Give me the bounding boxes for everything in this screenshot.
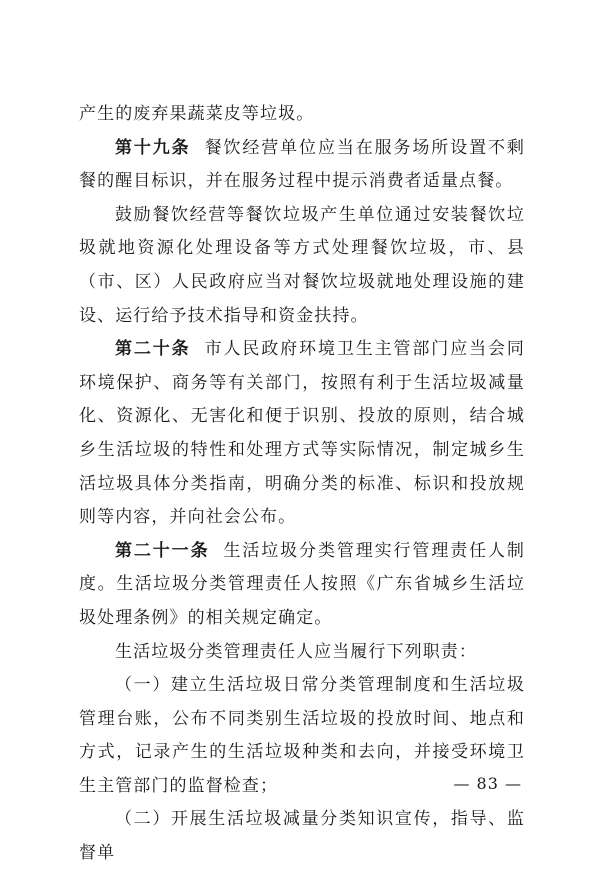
paragraph-text: 生活垃圾分类管理责任人应当履行下列职责： bbox=[115, 641, 477, 662]
paragraph-text: 市人民政府环境卫生主管部门应当会同环境保护、商务等有关部门，按照有利于生活垃圾减量化、资源化、无害化和便于识别、投放的原则，结合城乡生活垃圾的特性和处理方式等实际情况，制定城乡生活垃圾具体分类指南，明确分类的标准、标识和投放规则等内容，并向社会公布。 bbox=[79, 339, 525, 528]
article-21-paragraph bbox=[79, 535, 525, 636]
paragraph-text: 生活垃圾分类管理实行管理责任人制度。生活垃圾分类管理责任人按照《广东省城乡生活垃圾处理条例》的相关规定确定。 bbox=[79, 540, 526, 628]
paragraph-continuation bbox=[79, 98, 525, 132]
list-item bbox=[79, 803, 525, 870]
paragraph bbox=[79, 199, 525, 333]
paragraph-text: （一）建立生活垃圾日常分类管理制度和生活垃圾管理台账，公布不同类别生活垃圾的投放时间、地点和方式，记录产生的生活垃圾种类和去向，并接受环境卫生主管部门的监督检查； bbox=[79, 675, 525, 796]
paragraph-text: 鼓励餐饮经营等餐饮垃圾产生单位通过安装餐饮垃圾就地资源化处理设备等方式处理餐饮垃圾，市、县（市、区）人民政府应当对餐饮垃圾就地处理设施的建设、运行给予技术指导和资金扶持。 bbox=[79, 204, 525, 326]
document-body bbox=[79, 98, 525, 871]
paragraph-text: 产生的废弃果蔬菜皮等垃圾。 bbox=[79, 104, 315, 124]
article-19-paragraph bbox=[79, 132, 525, 199]
paragraph-text: （二）开展生活垃圾减量分类知识宣传，指导、监督单 bbox=[79, 809, 525, 864]
article-heading: 第十九条 bbox=[115, 137, 191, 158]
article-heading: 第二十一条 bbox=[115, 540, 210, 561]
paragraph-text: 餐饮经营单位应当在服务场所设置不剩餐的醒目标识，并在服务过程中提示消费者适量点餐。 bbox=[79, 137, 525, 192]
paragraph bbox=[79, 636, 525, 670]
page-number: — 83 — bbox=[453, 774, 522, 793]
article-20-paragraph bbox=[79, 333, 525, 535]
article-heading: 第二十条 bbox=[115, 339, 191, 360]
